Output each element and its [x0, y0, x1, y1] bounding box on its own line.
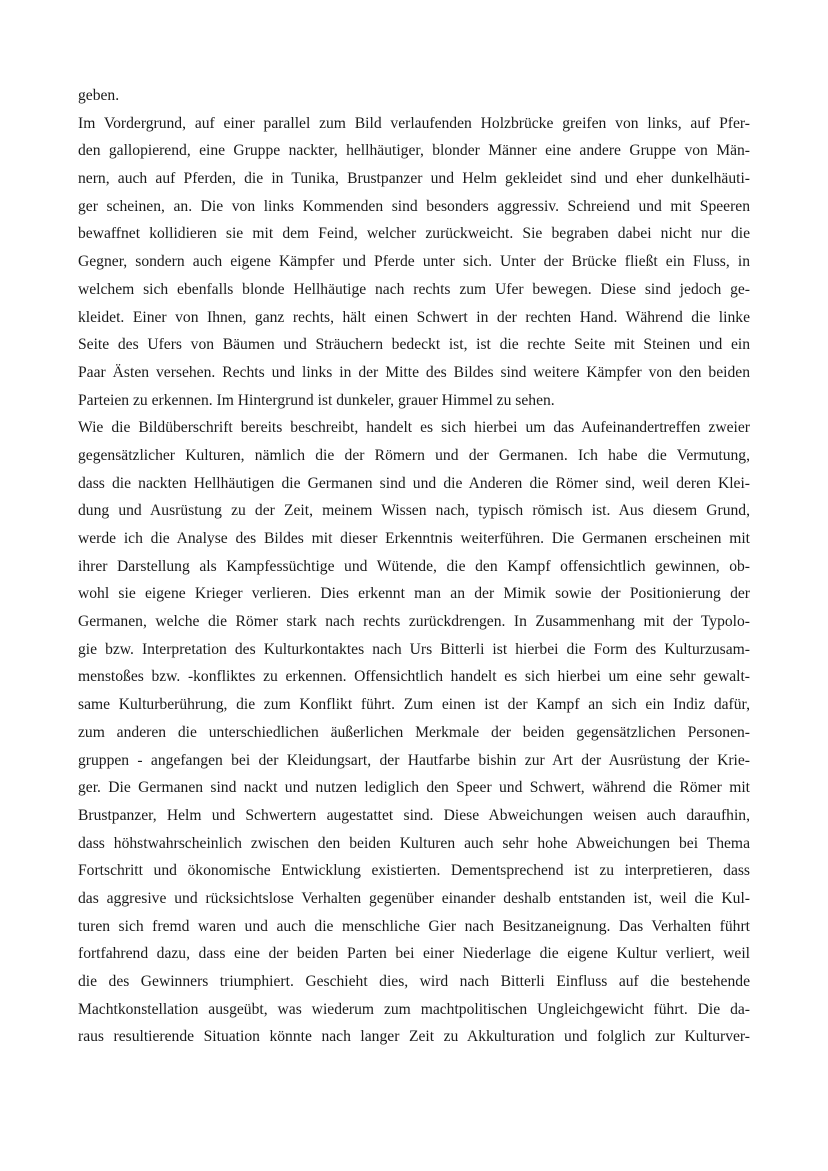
text-line: gegensätzlicher Kulturen, nämlich die der Römern und der Germanen. Ich habe die Vermutung,: [78, 446, 750, 464]
text-line: dass höhstwahrscheinlich zwischen den beiden Kulturen auch sehr hohe Abweichungen bei Thema: [78, 834, 750, 852]
text-line: Paar Ästen versehen. Rechts und links in der Mitte des Bildes sind weitere Kämpfer von den beiden: [78, 363, 750, 381]
text-line: ihrer Darstellung als Kampfessüchtige und Wütende, die den Kampf offensichtlich gewinnen, ob-: [78, 557, 750, 575]
text-line: ger. Die Germanen sind nackt und nutzen lediglich den Speer und Schwert, während die Römer mit: [78, 779, 750, 797]
text-line: turen sich fremd waren und auch die menschliche Gier nach Besitzaneignung. Das Verhalten führt: [78, 917, 750, 935]
text-line: geben.: [78, 87, 120, 104]
text-line: gruppen - angefangen bei der Kleidungsart, der Hautfarbe bishin zur Art der Ausrüstung der Krie-: [78, 751, 750, 769]
text-line: Brustpanzer, Helm und Schwertern augestattet sind. Diese Abweichungen weisen auch daraufhin,: [78, 806, 750, 824]
text-line: Wie die Bildüberschrift bereits beschreibt, handelt es sich hierbei um das Aufeinandertreffen zweier: [78, 419, 750, 437]
text-line: Gegner, sondern auch eigene Kämpfer und Pferde unter sich. Unter der Brücke fließt ein Fluss, in: [78, 253, 750, 271]
text-line: dung und Ausrüstung zu der Zeit, meinem Wissen nach, typisch römisch ist. Aus diesem Grund,: [78, 502, 750, 520]
text-line: bewaffnet kollidieren sie mit dem Feind, welcher zurückweicht. Sie begraben dabei nicht nur die: [78, 225, 750, 243]
text-line: Germanen, welche die Römer stark nach rechts zurückdrengen. In Zusammenhang mit der Typolo-: [78, 613, 750, 631]
text-line: Parteien zu erkennen. Im Hintergrund ist dunkeler, grauer Himmel zu sehen.: [78, 391, 555, 409]
text-line: werde ich die Analyse des Bildes mit dieser Erkenntnis weiterführen. Die Germanen erscheinen mit: [78, 530, 750, 547]
text-line: den gallopierend, eine Gruppe nackter, hellhäutiger, blonder Männer eine andere Gruppe von Män-: [78, 142, 750, 160]
text-line: nern, auch auf Pferden, die in Tunika, Brustpanzer und Helm gekleidet sind und eher dunkelhäuti-: [78, 170, 750, 188]
text-line: gie bzw. Interpretation des Kulturkontaktes nach Urs Bitterli ist hierbei die Form des Kulturzusam-: [78, 640, 750, 658]
text-line: same Kulturberührung, die zum Konflikt führt. Zum einen ist der Kampf an sich ein Indiz dafür,: [78, 696, 750, 714]
text-line: die des Gewinners triumphiert. Geschieht dies, wird nach Bitterli Einfluss auf die bestehende: [78, 973, 750, 990]
text-line: raus resultierende Situation könnte nach langer Zeit zu Akkulturation und folglich zur Kulturver-: [78, 1028, 750, 1046]
text-line: das aggresive und rücksichtslose Verhalten gegenüber einander deshalb entstanden ist, weil die Kul-: [78, 889, 750, 907]
text-line: ger scheinen, an. Die von links Kommenden sind besonders aggressiv. Schreiend und mit Speeren: [78, 197, 750, 215]
text-line: Im Vordergrund, auf einer parallel zum Bild verlaufenden Holzbrücke greifen von links, auf Pfer-: [78, 114, 750, 132]
text-line: dass die nackten Hellhäutigen die Germanen sind und die Anderen die Römer sind, weil deren Klei-: [78, 474, 750, 492]
paragraph-analysis: [78, 414, 750, 1051]
paragraph-continuation: [78, 82, 750, 110]
paragraph-image-description: [78, 110, 750, 415]
document-page: [78, 82, 750, 1051]
text-line: kleidet. Einer von Ihnen, ganz rechts, hält einen Schwert in der rechten Hand. Während die linke: [78, 308, 750, 326]
text-line: zum anderen die unterschiedlichen äußerlichen Merkmale der beiden gegensätzlichen Personen-: [78, 723, 750, 741]
text-line: menstoßes bzw. -konfliktes zu erkennen. Offensichtlich handelt es sich hierbei um eine sehr gewalt-: [78, 668, 750, 686]
text-line: Seite des Ufers von Bäumen und Sträuchern bedeckt ist, ist die rechte Seite mit Steinen und ein: [78, 336, 750, 354]
text-line: Machtkonstellation ausgeübt, was wiederum zum machtpolitischen Ungleichgewicht führt. Die da-: [78, 1000, 750, 1018]
text-line: fortfahrend dazu, dass eine der beiden Parten bei einer Niederlage die eigene Kultur verliert, weil: [78, 945, 750, 963]
text-line: welchem sich ebenfalls blonde Hellhäutige nach rechts zum Ufer bewegen. Diese sind jedoch ge-: [78, 280, 750, 298]
text-line: wohl sie eigene Krieger verlieren. Dies erkennt man an der Mimik sowie der Positionierung der: [78, 585, 750, 603]
text-line: Fortschritt und ökonomische Entwicklung existierten. Dementsprechend ist zu interpretieren, dass: [78, 862, 750, 880]
